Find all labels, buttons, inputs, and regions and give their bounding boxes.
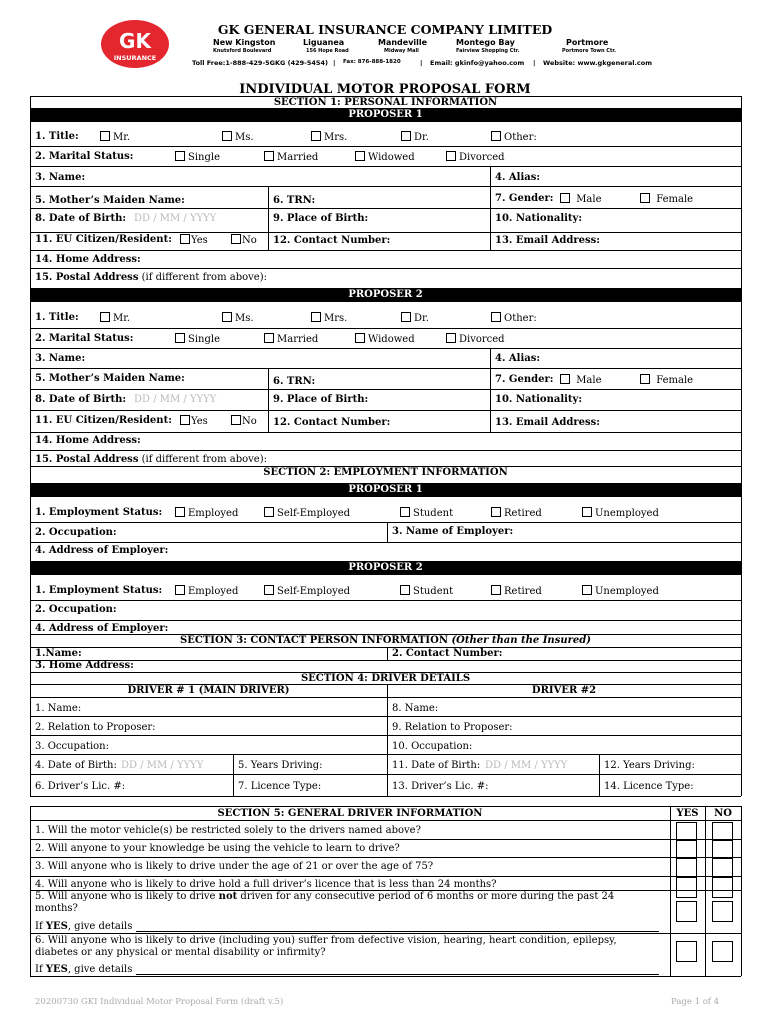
email-address-label[interactable]: 13. Email Address: [495,417,600,428]
checkbox-icon[interactable] [175,585,185,595]
fax: Fax: 876-888-1820 [343,59,401,65]
driver-1-years-driving-label[interactable]: 5. Years Driving: [238,760,323,771]
question-2: 2. Will anyone to your knowledge be using the vehicle to learn to drive? [35,843,400,854]
title-option-mrs[interactable]: Mrs. [311,131,347,144]
driver-2-licence-type-label[interactable]: 14. Licence Type: [604,781,694,792]
checkbox-icon[interactable] [400,585,410,595]
nationality-label[interactable]: 10. Nationality: [495,213,583,224]
marital-option-divorced[interactable]: Divorced [446,151,505,164]
driver-1-dob-label: 4. Date of Birth: [35,760,117,771]
form-title: INDIVIDUAL MOTOR PROPOSAL FORM [239,82,531,97]
employer-address-label[interactable]: 4. Address of Employer: [35,623,169,634]
question-6-details[interactable]: If YES, give details [35,964,133,975]
title-option-other[interactable]: Other: [491,312,537,325]
employment-option-student[interactable]: Student [400,585,453,598]
driver-1-licence-number-label[interactable]: 6. Driver’s Lic. #: [35,781,126,792]
checkbox-icon[interactable] [491,131,501,141]
checkbox-icon[interactable] [491,507,501,517]
gender-option-female[interactable]: Female [640,374,693,387]
checkbox-icon[interactable] [222,312,232,322]
checkbox-icon[interactable] [264,151,274,161]
question-6: 6. Will anyone who is likely to drive (including you) suffer from defective vision, hearing, heart condition, epilepsy, [35,935,617,946]
marital-option-widowed[interactable]: Widowed [355,151,415,164]
svg-text:GK: GK [119,29,151,53]
title-option-dr[interactable]: Dr. [401,131,429,144]
no-column-header: NO [714,808,732,819]
employment-status-label: 1. Employment Status: [35,507,163,518]
proposer-2-header: PROPOSER 2 [30,288,741,302]
gender-label: 7. Gender: [495,374,554,385]
checkbox-icon[interactable] [264,333,274,343]
marital-option-single[interactable]: Single [175,151,220,164]
proposer-1-employment-header: PROPOSER 1 [30,483,741,497]
title-option-dr[interactable]: Dr. [401,312,429,325]
checkbox-icon[interactable] [100,312,110,322]
marital-label: 2. Marital Status: [35,333,134,344]
checkbox-icon[interactable] [355,151,365,161]
eu-citizen-no[interactable]: No [231,234,257,247]
employment-option-self-employed[interactable]: Self-Employed [264,585,350,598]
eu-citizen-no[interactable]: No [231,415,257,428]
checkbox-icon[interactable] [640,374,650,384]
website[interactable]: Website: www.gkgeneral.com [543,59,652,67]
checkbox-icon[interactable] [175,151,185,161]
employment-option-employed[interactable]: Employed [175,507,238,520]
trn-label[interactable]: 6. TRN: [273,376,316,387]
eu-citizen-yes[interactable]: Yes [180,415,208,428]
checkbox-icon[interactable] [582,585,592,595]
checkbox-icon[interactable] [400,507,410,517]
alias-field-label[interactable]: 4. Alias: [495,353,541,364]
employment-option-student[interactable]: Student [400,507,453,520]
postal-address-label[interactable]: 15. Postal Address (if different from above): [35,272,267,283]
title-option-other[interactable]: Other: [491,131,537,144]
page-number: Page 1 of 4 [671,997,720,1007]
title-option-mrs[interactable]: Mrs. [311,312,347,325]
marital-option-single[interactable]: Single [175,333,220,346]
checkbox-icon[interactable] [491,312,501,322]
contact-number-label[interactable]: 12. Contact Number: [273,235,391,246]
checkbox-icon[interactable] [264,507,274,517]
mothers-maiden-name-label[interactable]: 5. Mother’s Maiden Name: [35,195,185,206]
driver-2-years-driving-label[interactable]: 12. Years Driving: [604,760,695,771]
email-address-label[interactable]: 13. Email Address: [495,235,600,246]
checkbox-icon[interactable] [640,193,650,203]
driver-2-relation-label[interactable]: 9. Relation to Proposer: [392,722,513,733]
checkbox-icon[interactable] [401,131,411,141]
branch-name: Liguanea [303,38,345,47]
contact-person-name-label[interactable]: 1.Name: [35,648,82,659]
branch-address: Fairview Shopping Ctr. [456,48,520,54]
section-1-title: SECTION 1: PERSONAL INFORMATION [273,97,498,108]
svg-text:INSURANCE: INSURANCE [113,54,157,62]
separator: | [420,59,423,67]
question-5-details[interactable]: If YES, give details [35,921,133,932]
occupation-label[interactable]: 2. Occupation: [35,604,117,615]
branch-name: Portmore [566,38,609,47]
section-3-title: SECTION 3: CONTACT PERSON INFORMATION (Other than the Insured) [180,635,591,646]
driver-2-name-label[interactable]: 8. Name: [392,703,439,714]
marital-label: 2. Marital Status: [35,151,134,162]
driver-1-header: DRIVER # 1 (MAIN DRIVER) [127,685,290,696]
trn-label[interactable]: 6. TRN: [273,195,316,206]
nationality-label[interactable]: 10. Nationality: [495,394,583,405]
question-3: 3. Will anyone who is likely to drive under the age of 21 or over the age of 75? [35,861,434,872]
driver-2-dob-placeholder[interactable]: DD / MM / YYYY [485,760,568,771]
checkbox-icon[interactable] [175,333,185,343]
branch-name: Mandeville [378,38,428,47]
gender-option-male[interactable]: Male [560,374,602,387]
employer-name-label[interactable]: 3. Name of Employer: [392,526,514,537]
checkbox-icon[interactable] [264,585,274,595]
driver-2-header: DRIVER #2 [531,685,597,696]
checkbox-icon[interactable] [491,585,501,595]
title-option-mr[interactable]: Mr. [100,312,130,325]
title-option-ms[interactable]: Ms. [222,312,254,325]
checkbox-icon[interactable] [175,507,185,517]
checkbox-icon[interactable] [311,312,321,322]
q4-yes-checkbox[interactable] [676,877,697,898]
toll-free: Toll Free:1-888-429-5GKG (429-5454) [192,59,328,67]
contact-person-number-label[interactable]: 2. Contact Number: [392,648,503,659]
question-1: 1. Will the motor vehicle(s) be restricted solely to the drivers named above? [35,825,421,836]
home-address-label[interactable]: 14. Home Address: [35,254,141,265]
q6-yes-checkbox[interactable] [676,941,697,962]
checkbox-icon[interactable] [446,151,456,161]
email[interactable]: Email: gkinfo@yahoo.com [430,59,525,67]
employment-option-retired[interactable]: Retired [491,585,542,598]
checkbox-icon[interactable] [180,415,190,425]
checkbox-icon[interactable] [401,312,411,322]
employment-option-employed[interactable]: Employed [175,585,238,598]
checkbox-icon[interactable] [222,131,232,141]
checkbox-icon[interactable] [100,131,110,141]
proposer-2-employment-header: PROPOSER 2 [30,561,741,575]
separator: | [533,59,536,67]
alias-field-label[interactable]: 4. Alias: [495,172,541,183]
footer-doc-id: 20200730 GKI Individual Motor Proposal Form (draft v.5) [35,997,284,1007]
postal-address-label[interactable]: 15. Postal Address (if different from above): [35,454,267,465]
proposer-1-header: PROPOSER 1 [30,108,741,122]
driver-1-name-label[interactable]: 1. Name: [35,703,82,714]
branch-address: Portmore Town Ctr. [562,48,617,54]
title-option-ms[interactable]: Ms. [222,131,254,144]
eu-citizen-yes[interactable]: Yes [180,234,208,247]
dob-placeholder[interactable]: DD / MM / YYYY [134,394,217,405]
employer-address-label[interactable]: 4. Address of Employer: [35,545,169,556]
driver-1-dob-placeholder[interactable]: DD / MM / YYYY [121,760,204,771]
q5-no-checkbox[interactable] [712,901,733,922]
q5-yes-checkbox[interactable] [676,901,697,922]
checkbox-icon[interactable] [560,374,570,384]
marital-option-divorced[interactable]: Divorced [446,333,505,346]
dob-label: 8. Date of Birth: [35,394,127,405]
marital-option-married[interactable]: Married [264,151,318,164]
driver-2-occupation-label[interactable]: 10. Occupation: [392,741,473,752]
gender-option-male[interactable]: Male [560,193,602,206]
driver-1-relation-label[interactable]: 2. Relation to Proposer: [35,722,156,733]
separator: | [333,59,336,67]
checkbox-icon[interactable] [311,131,321,141]
q6-no-checkbox[interactable] [712,941,733,962]
employment-option-unemployed[interactable]: Unemployed [582,585,659,598]
employment-option-retired[interactable]: Retired [491,507,542,520]
branch-name: Montego Bay [456,38,515,47]
question-6-cont: diabetes or any physical or mental disability or infirmity? [35,947,326,958]
gender-option-female[interactable]: Female [640,193,693,206]
name-field-label[interactable]: 3. Name: [35,353,86,364]
q4-no-checkbox[interactable] [712,877,733,898]
driver-1-occupation-label[interactable]: 3. Occupation: [35,741,109,752]
checkbox-icon[interactable] [231,415,241,425]
title-label: 1. Title: [35,312,79,323]
marital-option-married[interactable]: Married [264,333,318,346]
gender-label: 7. Gender: [495,193,554,204]
section-2-title: SECTION 2: EMPLOYMENT INFORMATION [263,467,508,478]
place-of-birth-label[interactable]: 9. Place of Birth: [273,213,369,224]
section-4-title: SECTION 4: DRIVER DETAILS [300,673,471,684]
checkbox-icon[interactable] [560,193,570,203]
dob-placeholder[interactable]: DD / MM / YYYY [134,213,217,224]
occupation-label[interactable]: 2. Occupation: [35,527,117,538]
company-name: GK GENERAL INSURANCE COMPANY LIMITED [217,22,553,37]
checkbox-icon[interactable] [446,333,456,343]
question-4: 4. Will anyone who is likely to drive hold a full driver’s licence that is less than 24 months? [35,879,497,890]
eu-citizen-label: 11. EU Citizen/Resident: [35,234,172,245]
contact-person-address-label[interactable]: 3. Home Address: [35,660,134,671]
checkbox-icon[interactable] [582,507,592,517]
contact-number-label[interactable]: 12. Contact Number: [273,417,391,428]
employment-status-label: 1. Employment Status: [35,585,163,596]
branch-address: 156 Hope Road [306,48,349,54]
checkbox-icon[interactable] [355,333,365,343]
checkbox-icon[interactable] [180,234,190,244]
driver-1-licence-type-label[interactable]: 7. Licence Type: [238,781,322,792]
question-5: 5. Will anyone who is likely to drive not driven for any consecutive period of 6 months or more during the past 24 [35,891,615,902]
title-label: 1. Title: [35,131,79,142]
branch-name: New Kingston [213,38,276,47]
eu-citizen-label: 11. EU Citizen/Resident: [35,415,172,426]
title-option-mr[interactable]: Mr. [100,131,130,144]
branch-address: Midway Mall [384,48,419,54]
mothers-maiden-name-label[interactable]: 5. Mother’s Maiden Name: [35,373,185,384]
dob-label: 8. Date of Birth: [35,213,127,224]
branch-address: Knutsford Boulevard [213,48,272,54]
driver-2-dob-label: 11. Date of Birth: [392,760,481,771]
marital-option-widowed[interactable]: Widowed [355,333,415,346]
employment-option-self-employed[interactable]: Self-Employed [264,507,350,520]
yes-column-header: YES [676,808,699,819]
question-5-cont: months? [35,903,78,914]
home-address-label[interactable]: 14. Home Address: [35,435,141,446]
driver-2-licence-number-label[interactable]: 13. Driver’s Lic. #: [392,781,489,792]
checkbox-icon[interactable] [231,234,241,244]
place-of-birth-label[interactable]: 9. Place of Birth: [273,394,369,405]
employment-option-unemployed[interactable]: Unemployed [582,507,659,520]
section-5-title: SECTION 5: GENERAL DRIVER INFORMATION [217,808,483,819]
name-field-label[interactable]: 3. Name: [35,172,86,183]
